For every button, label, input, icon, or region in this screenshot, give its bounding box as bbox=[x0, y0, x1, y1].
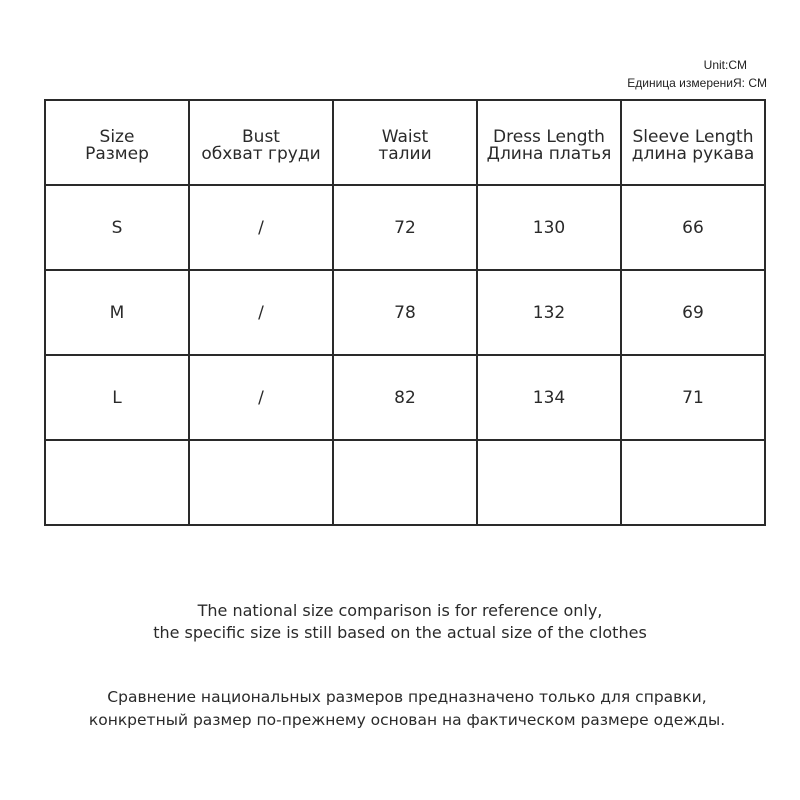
note-ru-line-1: Сравнение национальных размеров предназначено только для справки, bbox=[107, 688, 707, 706]
table-cell: L bbox=[45, 355, 189, 440]
note-en-line-2: the specific size is still based on the actual size of the clothes bbox=[153, 623, 647, 642]
table-cell: 78 bbox=[333, 270, 477, 355]
table-cell bbox=[477, 440, 621, 525]
table-cell bbox=[189, 440, 333, 525]
header-sleeve-length-ru: длина рукава bbox=[631, 144, 755, 164]
header-bust-en: Bust bbox=[242, 127, 280, 147]
unit-label bbox=[627, 56, 767, 92]
table-cell bbox=[621, 440, 765, 525]
header-size bbox=[45, 100, 189, 185]
table-cell: / bbox=[189, 355, 333, 440]
table-cell: M bbox=[45, 270, 189, 355]
header-sleeve-length-en: Sleeve Length bbox=[632, 127, 754, 147]
table-row bbox=[45, 355, 765, 440]
header-waist-ru: талии bbox=[378, 144, 432, 164]
header-dress-length-ru: Длина платья bbox=[486, 144, 612, 164]
table-cell: 134 bbox=[477, 355, 621, 440]
header-dress-length bbox=[477, 100, 621, 185]
header-bust bbox=[189, 100, 333, 185]
table-cell: 82 bbox=[333, 355, 477, 440]
note-ru-line-2: конкретный размер по-прежнему основан на фактическом размере одежды. bbox=[88, 711, 726, 729]
table-cell: 71 bbox=[621, 355, 765, 440]
size-chart-table bbox=[44, 99, 766, 526]
header-waist-en: Waist bbox=[381, 127, 429, 147]
table-cell: S bbox=[45, 185, 189, 270]
unit-label-en: Unit:CM bbox=[703, 58, 747, 72]
reference-note-en bbox=[0, 600, 800, 644]
note-en-line-1: The national size comparison is for reference only, bbox=[197, 601, 603, 620]
header-size-en: Size bbox=[99, 127, 135, 147]
table-cell: 69 bbox=[621, 270, 765, 355]
header-dress-length-en: Dress Length bbox=[493, 127, 605, 147]
header-waist bbox=[333, 100, 477, 185]
header-size-ru: Размер bbox=[85, 144, 149, 164]
table-header-row bbox=[45, 100, 765, 185]
header-sleeve-length bbox=[621, 100, 765, 185]
table-cell: / bbox=[189, 270, 333, 355]
unit-label-ru: Единица измерениЯ: CM bbox=[627, 76, 767, 90]
table-row bbox=[45, 270, 765, 355]
table-cell: 130 bbox=[477, 185, 621, 270]
table-cell: 132 bbox=[477, 270, 621, 355]
table-cell: / bbox=[189, 185, 333, 270]
table-cell: 72 bbox=[333, 185, 477, 270]
table-row bbox=[45, 185, 765, 270]
table-cell bbox=[45, 440, 189, 525]
header-bust-ru: обхват груди bbox=[201, 144, 321, 164]
reference-note-ru bbox=[0, 686, 800, 732]
table-row-empty bbox=[45, 440, 765, 525]
table-cell bbox=[333, 440, 477, 525]
table-cell: 66 bbox=[621, 185, 765, 270]
